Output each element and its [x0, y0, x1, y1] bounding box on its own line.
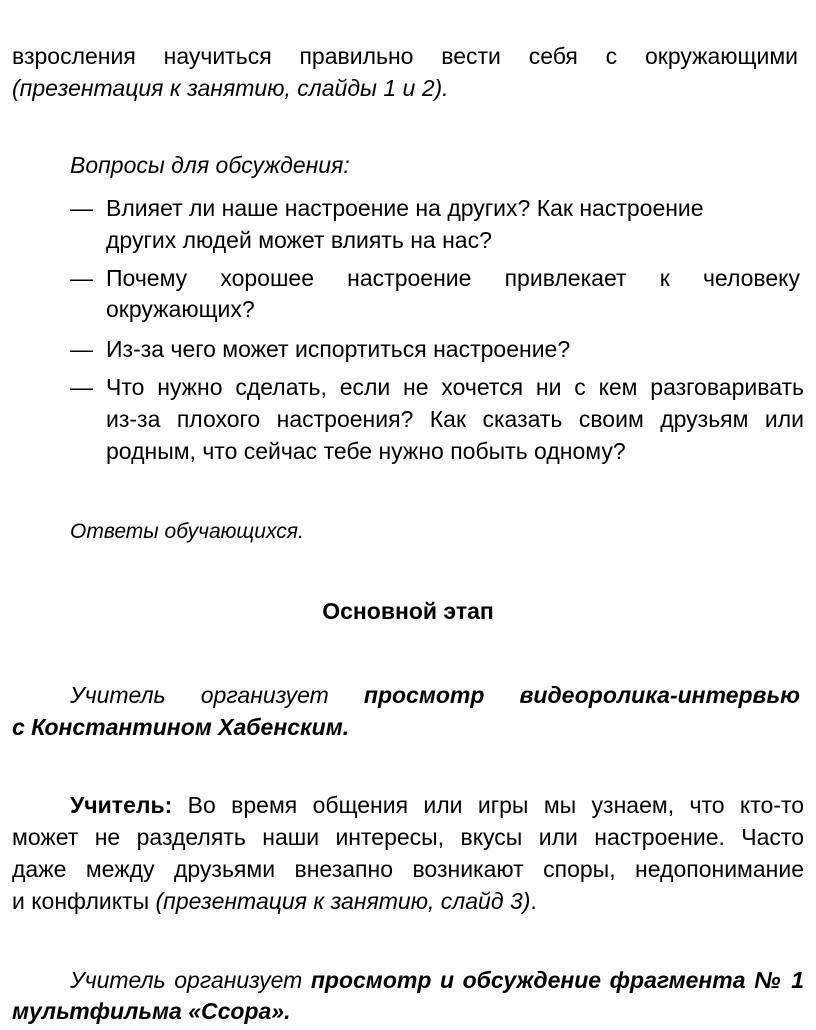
teacher-line-3: даже между друзьями внезапно возникают споры, недопонимание — [12, 856, 804, 882]
list-dash: — — [70, 374, 93, 400]
cartoon-lead: Учитель организует — [70, 967, 303, 993]
teacher-line-4-text: и конфликты — [12, 888, 156, 914]
list-item-line: Из-за чего может испортиться настроение? — [106, 336, 571, 362]
section-title: Основной этап — [322, 598, 494, 624]
answers-note: Ответы обучающихся. — [70, 520, 304, 543]
list-item-line: окружающих? — [106, 296, 255, 322]
intro-reference: (презентация к занятию, слайды 1 и 2). — [12, 75, 449, 101]
video-paragraph-line-1 — [70, 680, 800, 710]
list-dash: — — [70, 195, 93, 221]
list-item-line: родным, что сейчас тебе нужно побыть одному? — [106, 438, 626, 464]
list-dash: — — [70, 336, 93, 362]
cartoon-action: просмотр и обсуждение фрагмента № 1 — [310, 967, 805, 993]
video-subject: с Константином Хабенским. — [12, 714, 350, 740]
teacher-speech: Во время общения или игры мы узнаем, что кто-то — [187, 792, 805, 818]
list-item-line: из-за плохого настроения? Как сказать своим друзьям или — [106, 406, 804, 432]
video-lead: Учитель организует — [70, 682, 329, 708]
teacher-line-4-end: . — [530, 888, 537, 914]
cartoon-title: мультфильма «Ссора». — [12, 998, 291, 1024]
list-dash: — — [70, 265, 93, 291]
teacher-reference: (презентация к занятию, слайд 3) — [155, 888, 531, 914]
cartoon-paragraph-line-1 — [70, 965, 804, 995]
teacher-line-2: может не разделять наши интересы, вкусы или настроение. Часто — [12, 824, 804, 850]
list-item-line: Влияет ли наше настроение на других? Как настроение — [106, 195, 704, 221]
teacher-line-4 — [12, 886, 816, 916]
teacher-label: Учитель: — [70, 792, 173, 818]
intro-line-1: взросления научиться правильно вести себя с окружающими — [12, 43, 798, 69]
list-item-line: Почему хорошее настроение привлекает к человеку — [106, 265, 800, 291]
discussion-heading: Вопросы для обсуждения: — [70, 152, 350, 178]
video-title: просмотр видеоролика-интервью — [363, 682, 800, 708]
teacher-line-1 — [70, 790, 804, 820]
list-item-line: Что нужно сделать, если не хочется ни с кем разговаривать — [106, 374, 804, 400]
list-item-line: других людей может влиять на нас? — [106, 227, 492, 253]
